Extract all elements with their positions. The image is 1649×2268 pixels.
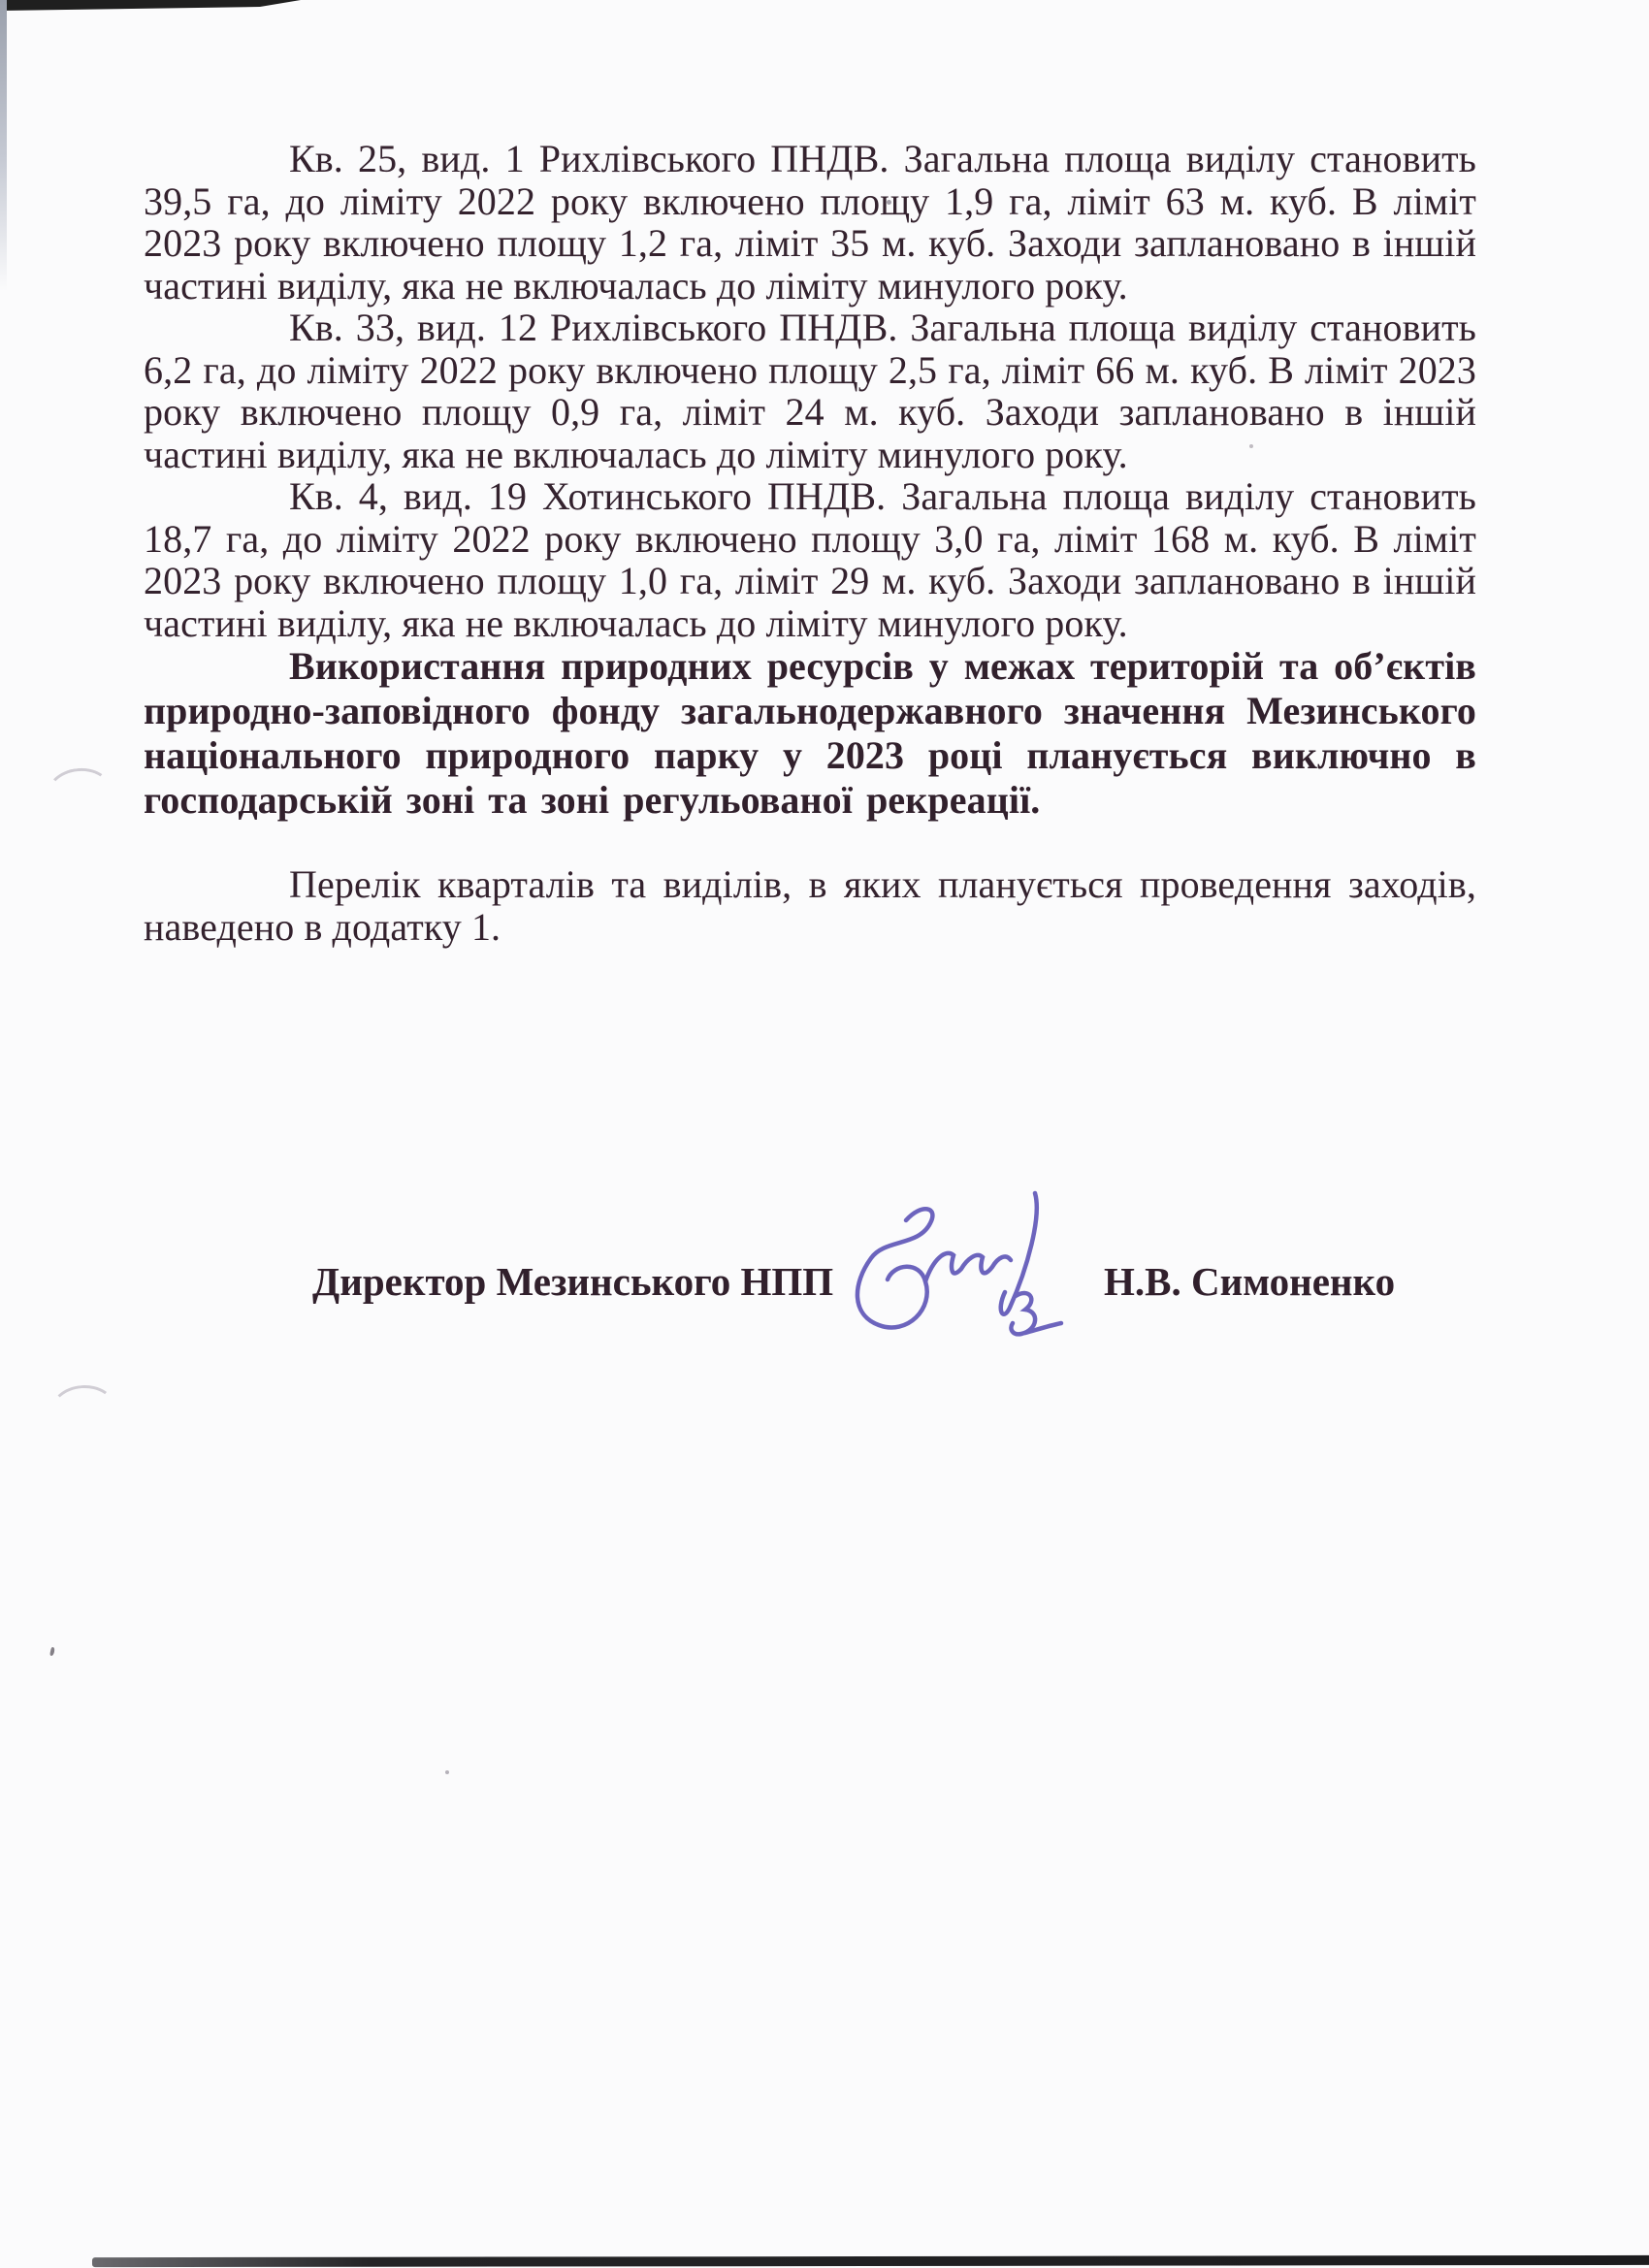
- body-paragraph-kv25: Кв. 25, вид. 1 Рихлівського ПНДВ. Загальна площа виділу становить 39,5 га, до ліміту 2022 року включено площу 1,9 га, ліміт 63 м. куб. В ліміт 2023 року включено площу 1,2 га, ліміт 35 м. куб. Заходи заплановано в іншій частині виділу, яка не включалась до ліміту минулого року.: [144, 137, 1476, 308]
- body-paragraph-kv33: Кв. 33, вид. 12 Рихлівського ПНДВ. Загальна площа виділу становить 6,2 га, до ліміту 2022 року включено площу 2,5 га, ліміт 66 м. куб. В ліміт 2023 року включено площу 0,9 га, ліміт 24 м. куб. Заходи заплановано в іншій частині виділу, яка не включалась до ліміту минулого року.: [144, 306, 1476, 476]
- scan-edge-artifact-left: [0, 0, 7, 291]
- body-paragraph-appendix-note: Перелік кварталів та виділів, в яких планується проведення заходів, наведено в додатку 1.: [144, 862, 1476, 949]
- document-body: [144, 138, 1476, 948]
- body-paragraph-nature-use-statement: Використання природних ресурсів у межах територій та об’єктів природно-заповідного фонду загальнодержавного значення Мезинського національного природного парку у 2023 році планується виключно в господарській зоні та зоні регульованої рекреації.: [144, 644, 1476, 822]
- scan-speck: [445, 1770, 449, 1774]
- scan-edge-artifact-bottom: [92, 2255, 1649, 2267]
- body-paragraph-kv4: Кв. 4, вид. 19 Хотинського ПНДВ. Загальна площа виділу становить 18,7 га, до ліміту 2022 року включено площу 3,0 га, ліміт 168 м. куб. В ліміт 2023 року включено площу 1,0 га, ліміт 29 м. куб. Заходи заплановано в іншій частині виділу, яка не включалась до ліміту минулого року.: [144, 474, 1476, 645]
- handwritten-signature: [832, 1182, 1077, 1358]
- scan-edge-artifact-top: [0, 0, 301, 12]
- scan-speck: [49, 1647, 55, 1657]
- faint-pen-arc-mark: [44, 765, 114, 823]
- faint-pen-arc-mark: [48, 1383, 117, 1439]
- signature-name-label: Н.В. Симоненко: [1104, 1259, 1396, 1304]
- signature-role-label: Директор Мезинського НПП: [312, 1259, 834, 1304]
